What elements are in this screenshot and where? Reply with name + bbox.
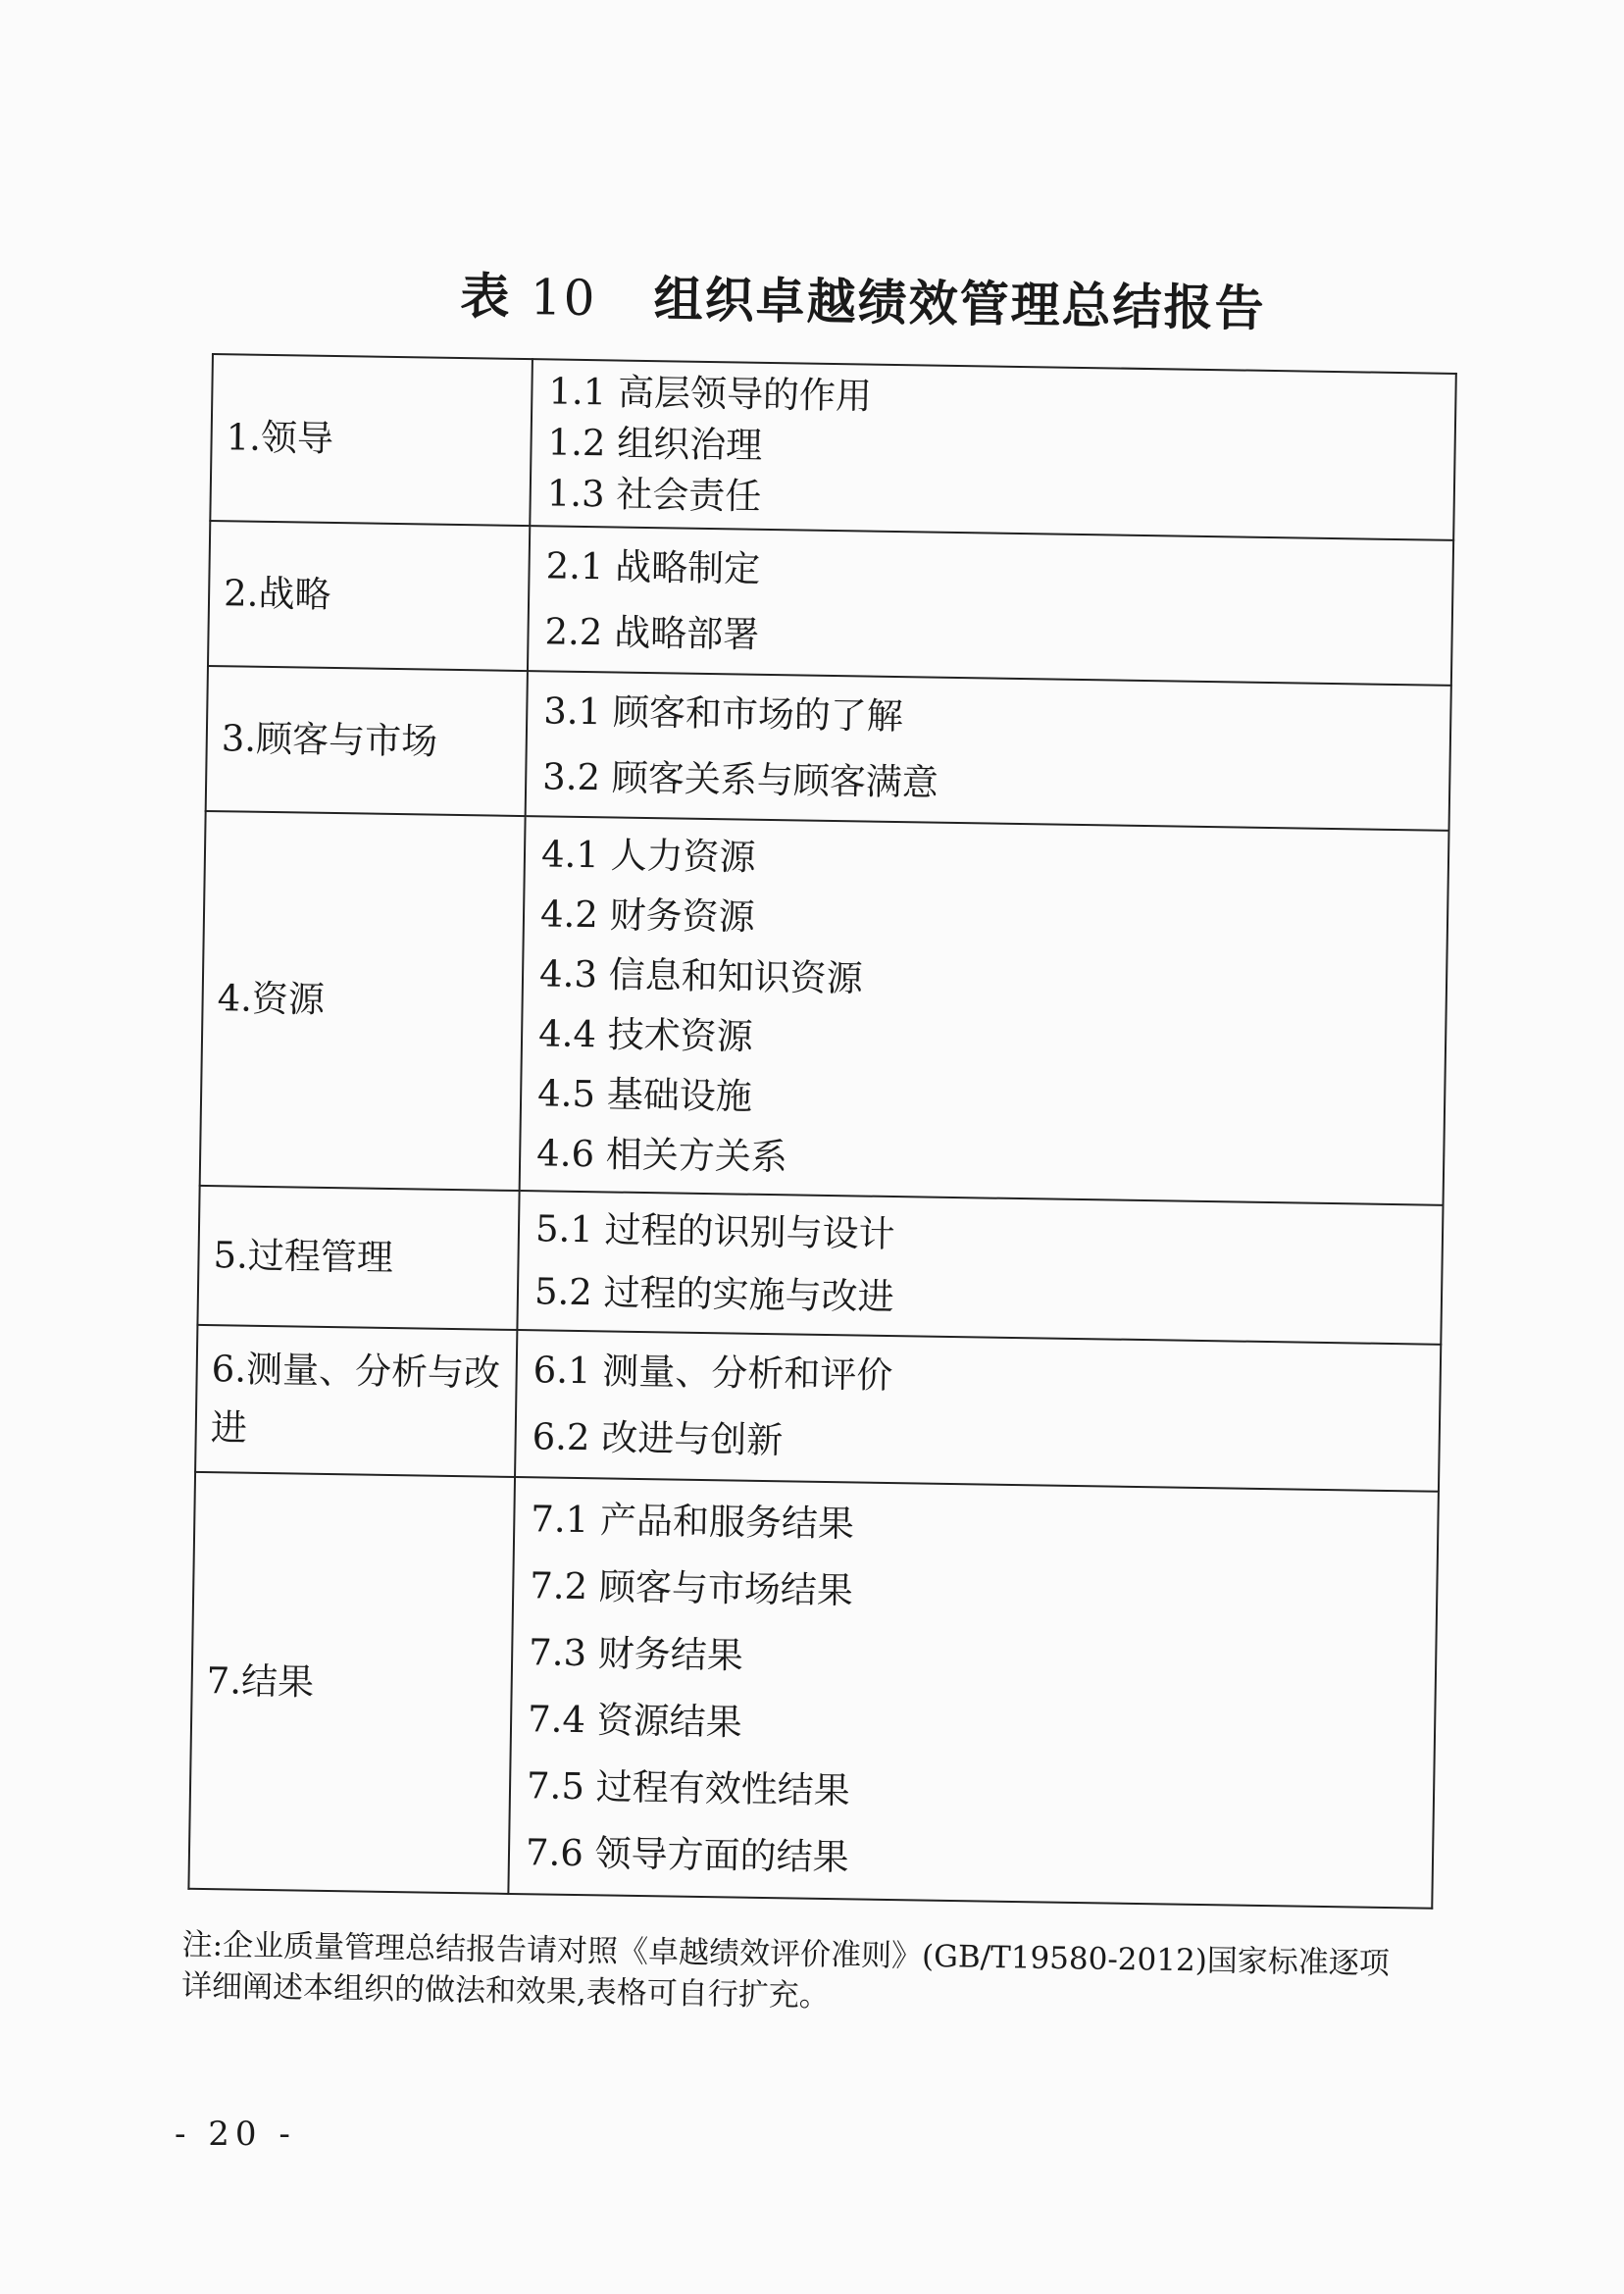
sub-item: 1.2 组织治理 <box>547 421 763 467</box>
sub-item: 7.1 产品和服务结果 <box>531 1497 855 1545</box>
category-cell: 4.资源 <box>200 811 526 1191</box>
category-cell: 3.顾客与市场 <box>206 666 528 816</box>
sub-item: 7.4 资源结果 <box>527 1697 743 1744</box>
sub-item: 4.1 人力资源 <box>540 833 756 879</box>
footnote: 注:企业质量管理总结报告请对照《卓越绩效评价准则》(GB/T19580-2012)国家标准逐项详细阐述本组织的做法和效果,表格可自行扩充。 <box>180 1926 1391 2014</box>
table-row <box>197 1186 1443 1345</box>
table-row <box>206 666 1451 831</box>
summary-table-wrapper <box>187 353 1468 1910</box>
sub-item: 2.2 战略部署 <box>544 610 760 656</box>
sub-item: 7.6 领导方面的结果 <box>525 1830 849 1878</box>
items-cell <box>520 816 1449 1205</box>
table-row <box>208 521 1453 686</box>
category-cell: 6.测量、分析与改进 <box>195 1325 517 1477</box>
sub-item: 7.2 顾客与市场结果 <box>529 1563 854 1611</box>
sub-item: 5.1 过程的识别与设计 <box>534 1207 895 1256</box>
sub-item: 1.1 高层领导的作用 <box>548 370 873 418</box>
summary-table-body <box>188 354 1455 1909</box>
sub-item: 6.2 改进与创新 <box>532 1415 784 1462</box>
items-cell <box>530 359 1456 540</box>
table-row <box>200 811 1449 1205</box>
title-prefix: 表 <box>459 266 512 326</box>
sub-item: 5.2 过程的实施与改进 <box>533 1270 894 1319</box>
table-title <box>460 257 1266 340</box>
items-cell <box>515 1330 1441 1492</box>
sub-item: 4.3 信息和知识资源 <box>538 952 864 1000</box>
table-row <box>188 1472 1439 1909</box>
items-cell <box>508 1477 1439 1909</box>
summary-table <box>187 353 1456 1910</box>
category-cell: 1.领导 <box>210 354 533 526</box>
sub-item: 3.2 顾客关系与顾客满意 <box>541 755 939 804</box>
sub-item: 4.6 相关方关系 <box>535 1132 788 1179</box>
category-cell: 2.战略 <box>208 521 530 671</box>
items-cell <box>526 671 1451 831</box>
category-cell: 5.过程管理 <box>197 1186 519 1330</box>
items-cell <box>517 1191 1443 1345</box>
page-number: - 20 - <box>175 2115 296 2154</box>
sub-item: 2.1 战略制定 <box>545 544 761 590</box>
title-number: 10 <box>530 269 597 328</box>
sub-item: 7.3 财务结果 <box>528 1630 744 1677</box>
sub-item: 6.1 测量、分析和评价 <box>533 1349 893 1398</box>
items-cell <box>528 526 1453 686</box>
table-row <box>195 1325 1441 1492</box>
category-cell: 7.结果 <box>188 1472 515 1894</box>
title-text: 组织卓越绩效管理总结报告 <box>653 270 1267 337</box>
sub-item: 4.4 技术资源 <box>537 1012 754 1058</box>
sub-item: 4.2 财务资源 <box>539 892 755 939</box>
table-row <box>210 354 1456 540</box>
sub-item: 3.1 顾客和市场的了解 <box>542 689 904 739</box>
sub-item: 1.3 社会责任 <box>546 472 762 518</box>
sub-item: 7.5 过程有效性结果 <box>526 1763 851 1811</box>
sub-item: 4.5 基础设施 <box>536 1072 753 1118</box>
